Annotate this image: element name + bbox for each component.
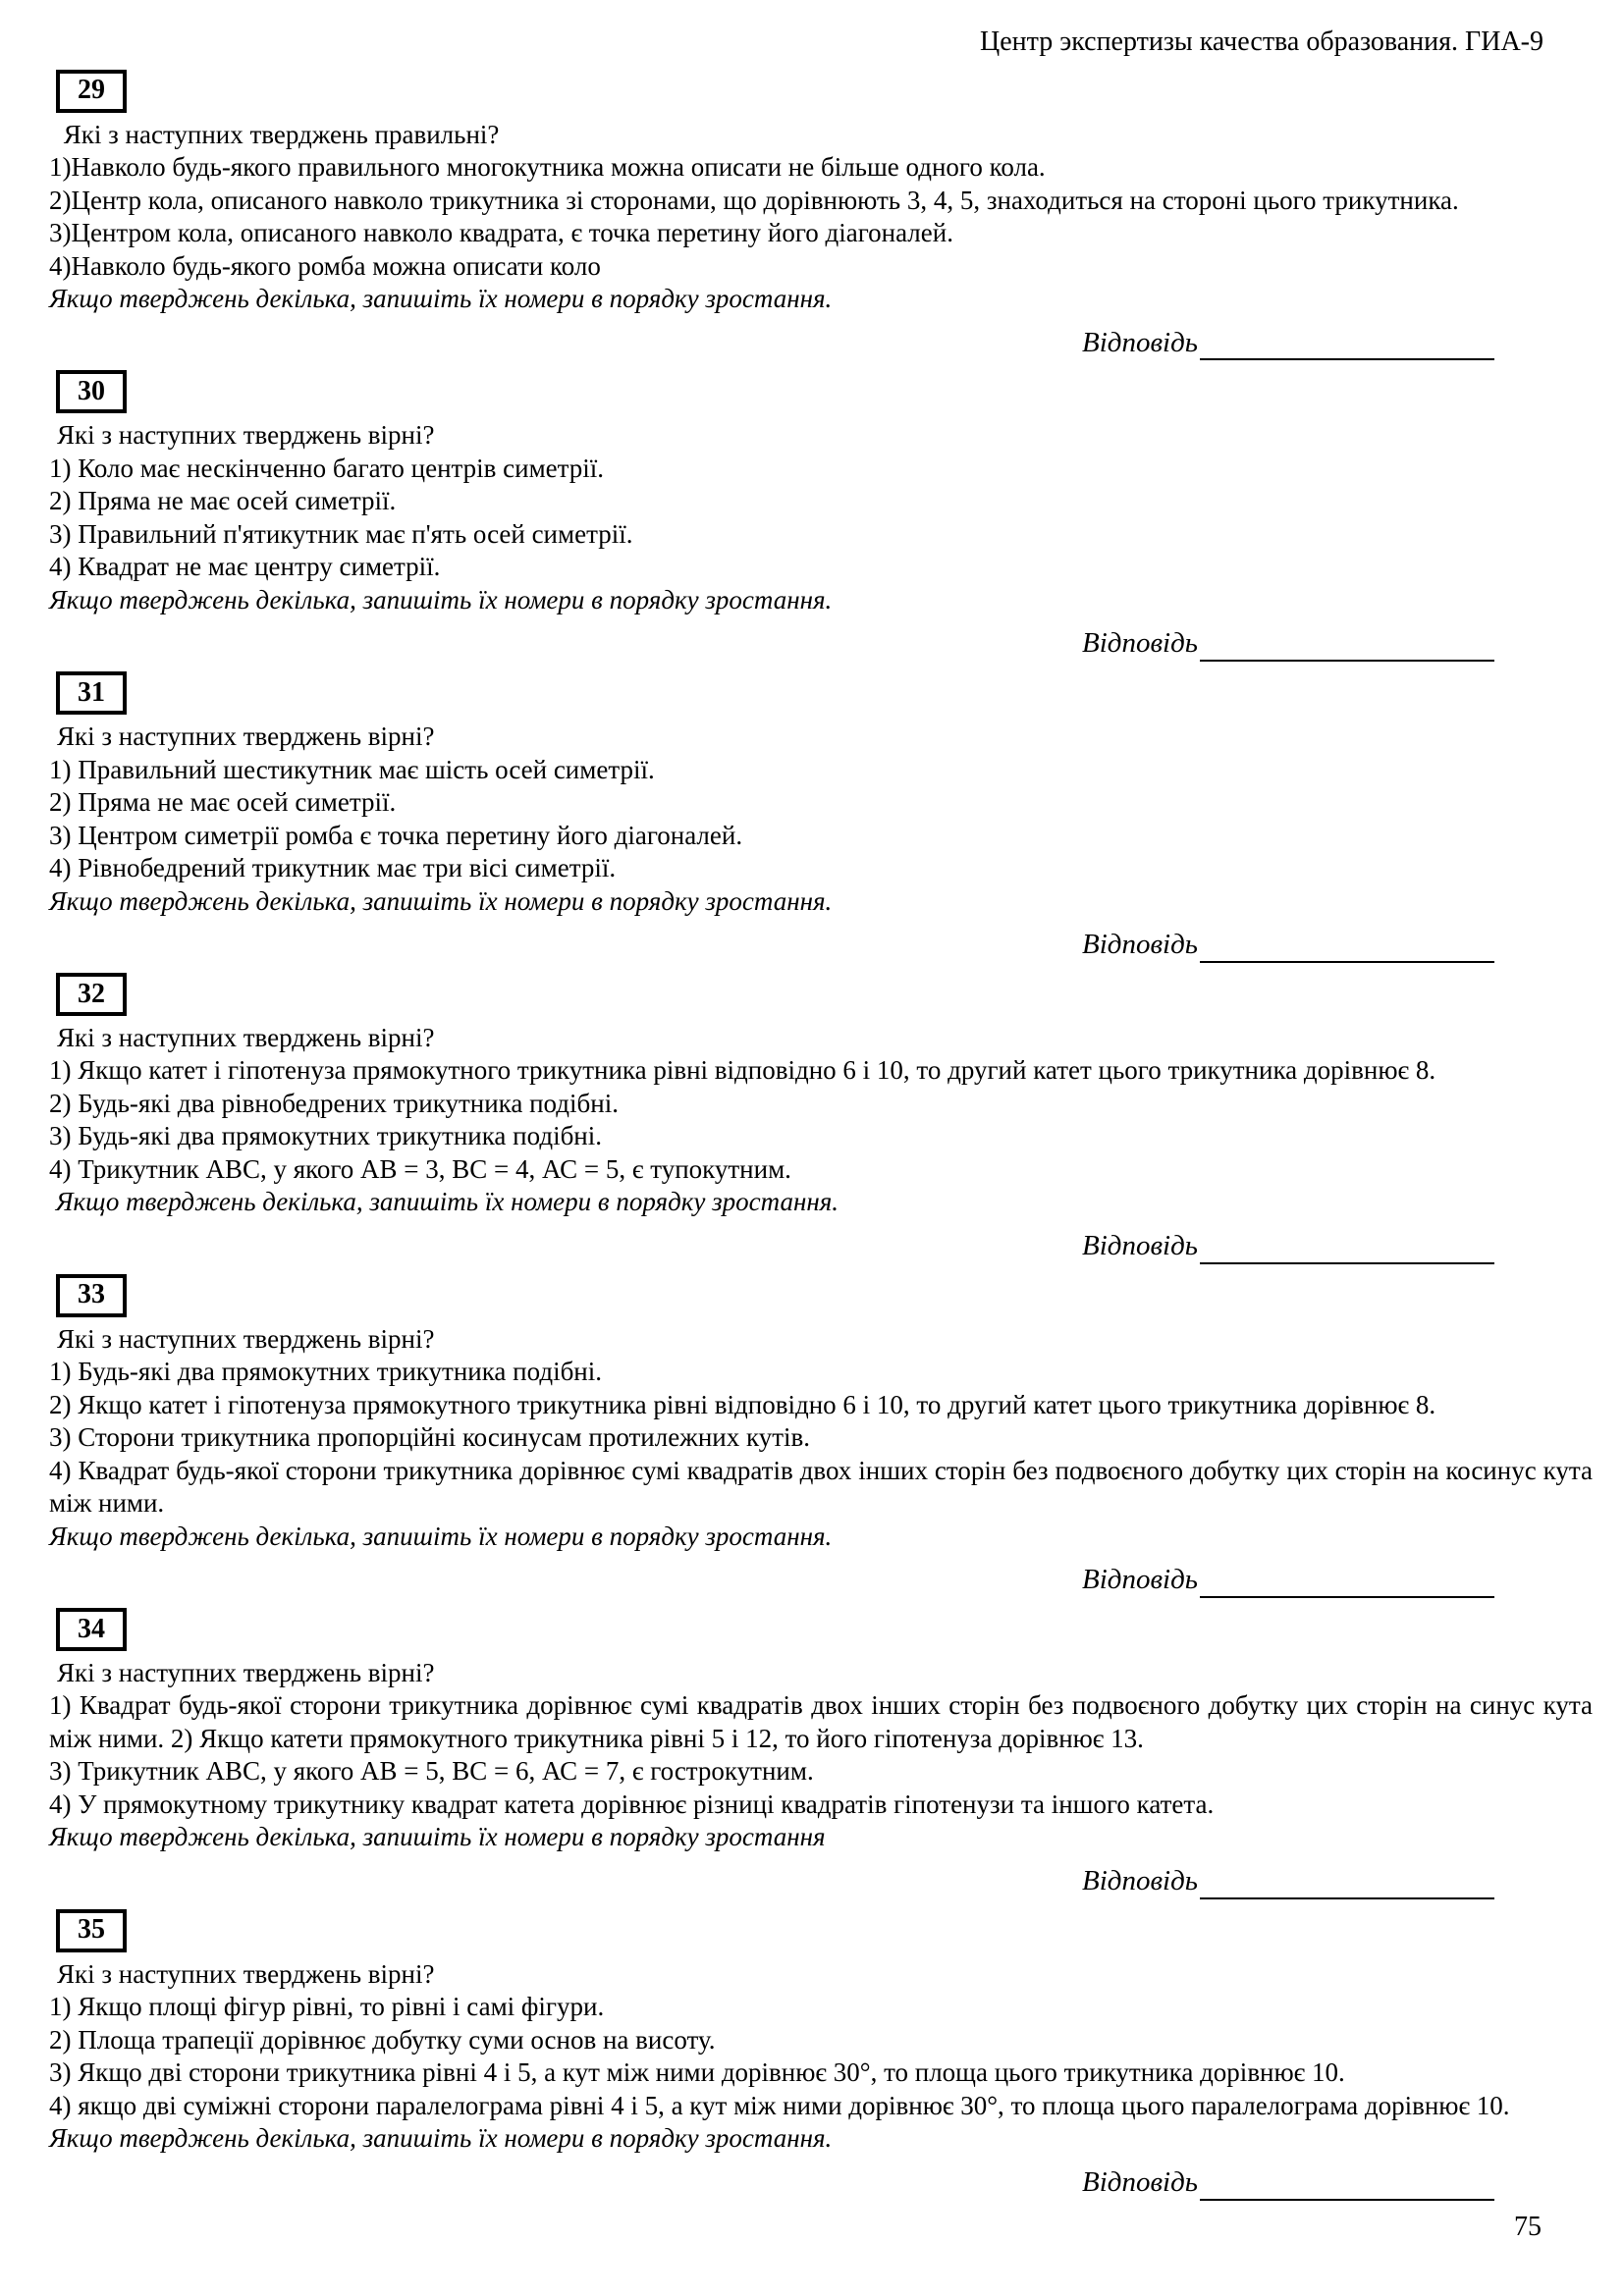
question-33	[49, 1274, 1593, 1598]
statement-item: 1) Правильний шестикутник має шість осей симетрії.	[49, 754, 655, 784]
question-number-box	[56, 1909, 127, 1952]
answer-blank-line	[1200, 2168, 1494, 2201]
question-30	[49, 370, 1593, 662]
question-number: 35	[78, 1914, 105, 1946]
statement-item: 2) Якщо катет і гіпотенуза прямокутного трикутника рівні відповідно 6 і 10, то другий катет цього трикутника дорівнює 8.	[49, 1389, 1436, 1419]
statement-item: 2) Пряма не має осей симетрії.	[49, 787, 397, 818]
instruction-note: Якщо тверджень декілька, запишіть їх номери в порядку зростання	[49, 1822, 826, 1852]
statement-item: 2) Пряма не має осей симетрії.	[49, 486, 397, 516]
answer-blank-line	[1200, 1566, 1494, 1598]
question-29	[49, 70, 1593, 361]
statement-item: 1)Навколо будь-якого правильного многокутника можна описати не більше одного кола.	[49, 152, 1046, 183]
answer-row	[49, 626, 1593, 662]
question-prompt: Які з наступних тверджень вірні?	[57, 1658, 435, 1688]
statement-item: 4) У прямокутному трикутнику квадрат катета дорівнює різниці квадратів гіпотенузи та іншого катета.	[49, 1789, 1215, 1819]
question-34	[49, 1608, 1593, 1899]
statement-item: 3) Правильний п'ятикутник має п'ять осей симетрії.	[49, 518, 633, 549]
instruction-note: Якщо тверджень декілька, запишіть їх номери в порядку зростання.	[49, 284, 833, 314]
statement-item: 3)Центром кола, описаного навколо квадрата, є точка перетину його діагоналей.	[49, 218, 953, 248]
question-number-box	[56, 973, 127, 1016]
statement-item: 4) Трикутник АВС, у якого АВ = 3, ВС = 4, АС = 5, є тупокутним.	[49, 1153, 791, 1184]
question-number: 29	[78, 75, 105, 106]
question-35	[49, 1909, 1593, 2201]
statement-item: 4) Рівнобедрений трикутник має три вісі симетрії.	[49, 853, 617, 883]
answer-blank-line	[1200, 1232, 1494, 1264]
statement-item: 2) Будь-які два рівнобедрених трикутника подібні.	[49, 1088, 619, 1118]
answer-label: Відповідь	[1082, 1564, 1198, 1596]
statement-item: 4) якщо дві суміжні сторони паралелограма рівні 4 і 5, а кут між ними дорівнює 30°, то площа цього паралелограма дорівнює 10.	[49, 2090, 1510, 2120]
question-prompt: Які з наступних тверджень правильні?	[57, 119, 500, 149]
question-32	[49, 973, 1593, 1264]
question-number-box	[56, 1274, 127, 1317]
answer-row	[49, 1864, 1593, 1899]
question-number: 34	[78, 1613, 105, 1644]
document-header: Центр экспертизы качества образования. ГИА-9	[980, 27, 1543, 57]
answer-label: Відповідь	[1082, 326, 1198, 358]
question-number-box	[56, 370, 127, 413]
statement-item: 4)Навколо будь-якого ромба можна описати коло	[49, 250, 601, 281]
answer-row	[49, 928, 1593, 963]
answer-row	[49, 2165, 1593, 2201]
question-prompt: Які з наступних тверджень вірні?	[57, 1323, 435, 1354]
answer-row	[49, 1563, 1593, 1598]
answer-label: Відповідь	[1082, 2165, 1198, 2198]
question-prompt: Які з наступних тверджень вірні?	[57, 1023, 435, 1053]
page-number: 75	[1514, 2212, 1542, 2242]
question-number: 33	[78, 1279, 105, 1310]
question-prompt: Які з наступних тверджень вірні?	[57, 721, 435, 752]
question-31	[49, 671, 1593, 963]
question-number-box	[56, 1608, 127, 1651]
instruction-note: Якщо тверджень декілька, запишіть їх номери в порядку зростання.	[49, 2123, 833, 2154]
answer-row	[49, 326, 1593, 361]
statement-item: 1) Якщо площі фігур рівні, то рівні і самі фігури.	[49, 1992, 605, 2022]
answer-blank-line	[1200, 931, 1494, 963]
answer-blank-line	[1200, 629, 1494, 662]
statement-item: 2) Площа трапеції дорівнює добутку суми основ на висоту.	[49, 2024, 716, 2055]
statement-item: 2)Центр кола, описаного навколо трикутника зі сторонами, що дорівнюють 3, 4, 5, знаходиться на стороні цього трикутника.	[49, 185, 1459, 215]
statement-item: 1) Коло має нескінченно багато центрів симетрії.	[49, 453, 605, 483]
statement-item: 3) Сторони трикутника пропорційні косинусам протилежних кутів.	[49, 1422, 811, 1453]
statement-item: 3) Центром симетрії ромба є точка перетину його діагоналей.	[49, 820, 743, 850]
answer-label: Відповідь	[1082, 1864, 1198, 1896]
instruction-note: Якщо тверджень декілька, запишіть їх номери в порядку зростання.	[49, 1187, 839, 1217]
statement-item: 1) Будь-які два прямокутних трикутника подібні.	[49, 1357, 603, 1387]
statement-item: 4) Квадрат будь-якої сторони трикутника дорівнює сумі квадратів двох інших сторін без подвоєного добутку цих сторін на косинус кута між ними.	[49, 1455, 1593, 1519]
question-prompt: Які з наступних тверджень вірні?	[57, 1958, 435, 1989]
answer-blank-line	[1200, 1867, 1494, 1899]
question-number: 32	[78, 978, 105, 1009]
statement-item: 3) Трикутник АВС, у якого АВ = 5, ВС = 6, АС = 7, є гострокутним.	[49, 1756, 814, 1787]
answer-label: Відповідь	[1082, 929, 1198, 961]
answer-blank-line	[1200, 328, 1494, 360]
instruction-note: Якщо тверджень декілька, запишіть їх номери в порядку зростання.	[49, 1521, 833, 1551]
question-number-box	[56, 70, 127, 113]
statement-item: 1) Якщо катет і гіпотенуза прямокутного трикутника рівні відповідно 6 і 10, то другий катет цього трикутника дорівнює 8.	[49, 1055, 1436, 1086]
statement-item: 1) Квадрат будь-якої сторони трикутника дорівнює сумі квадратів двох інших сторін без подвоєного добутку цих сторін на синус кута між ними. 2) Якщо катети прямокутного трикутника рівні 5 і 12, то його гіпотенуза дорівнює 13.	[49, 1690, 1593, 1753]
question-prompt: Які з наступних тверджень вірні?	[57, 420, 435, 451]
statement-item: 3) Будь-які два прямокутних трикутника подібні.	[49, 1121, 603, 1151]
question-number: 30	[78, 376, 105, 407]
answer-row	[49, 1229, 1593, 1264]
question-number: 31	[78, 676, 105, 708]
answer-label: Відповідь	[1082, 627, 1198, 660]
question-number-box	[56, 671, 127, 715]
statement-item: 3) Якщо дві сторони трикутника рівні 4 і 5, а кут між ними дорівнює 30°, то площа цього трикутника дорівнює 10.	[49, 2057, 1345, 2088]
answer-label: Відповідь	[1082, 1229, 1198, 1261]
instruction-note: Якщо тверджень декілька, запишіть їх номери в порядку зростання.	[49, 885, 833, 916]
statement-item: 4) Квадрат не має центру симетрії.	[49, 552, 441, 582]
instruction-note: Якщо тверджень декілька, запишіть їх номери в порядку зростання.	[49, 584, 833, 614]
